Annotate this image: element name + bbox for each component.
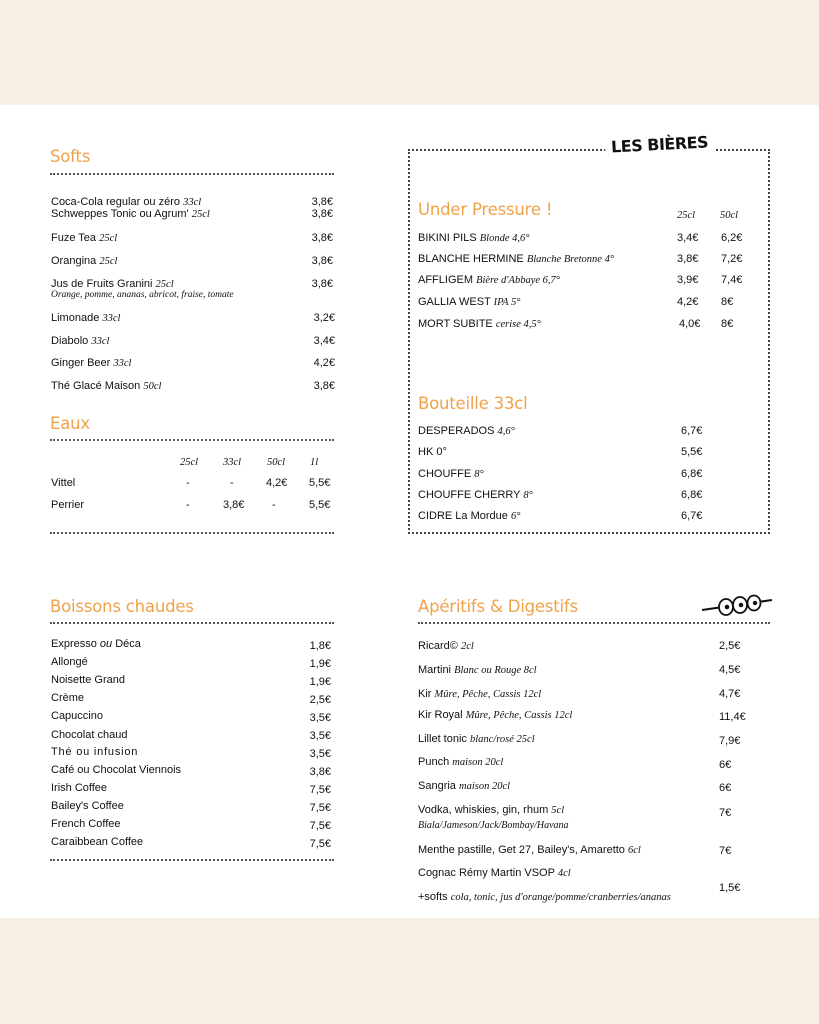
eaux-title: Eaux xyxy=(50,414,90,433)
item-price: 3,2€ xyxy=(313,312,335,324)
table-row-label: Perrier xyxy=(51,499,85,511)
list-item: Caraibbean Coffee xyxy=(51,836,144,848)
bieres-title: LES BIÈRES xyxy=(605,132,715,157)
list-item: Coca-Cola regular ou zéro 33cl xyxy=(51,196,202,208)
item-price: 2,5€ xyxy=(719,640,741,652)
item-price: 1,8€ xyxy=(309,640,331,652)
price-50cl: 7,4€ xyxy=(721,274,743,286)
item-price: 4,2€ xyxy=(313,357,335,369)
column-header: 50cl xyxy=(267,457,286,468)
price-50cl: 6,2€ xyxy=(721,232,743,244)
price-25cl: 4,0€ xyxy=(679,318,701,330)
list-item: Sangria maison 20cl xyxy=(418,780,511,792)
table-row-label: Vittel xyxy=(51,477,76,489)
item-price: 7€ xyxy=(719,845,732,857)
table-cell: 5,5€ xyxy=(309,499,331,511)
chaudes-divider xyxy=(50,622,334,624)
list-item: Chocolat chaud xyxy=(51,729,128,741)
column-header: 1l xyxy=(310,457,319,468)
list-item: Bailey's Coffee xyxy=(51,800,124,812)
item-price: 3,8€ xyxy=(311,232,333,244)
item-price: 7,5€ xyxy=(309,838,331,850)
price-25cl: 3,9€ xyxy=(677,274,699,286)
list-item: Thé ou infusion xyxy=(51,746,139,758)
table-cell: - xyxy=(186,499,190,511)
list-item: Lillet tonic blanc/rosé 25cl xyxy=(418,733,535,745)
list-item: MORT SUBITE cerise 4,5° xyxy=(418,318,541,330)
item-price: 6€ xyxy=(719,782,732,794)
item-price: 3,8€ xyxy=(311,255,333,267)
list-item: Vodka, whiskies, gin, rhum 5cl xyxy=(418,804,565,816)
item-subtitle: Biala/Jameson/Jack/Bombay/Havana xyxy=(418,820,569,831)
item-price: 3,5€ xyxy=(309,712,331,724)
eaux-divider xyxy=(50,439,334,441)
list-item: CHOUFFE CHERRY 8° xyxy=(418,489,533,501)
chaudes-bottom-divider xyxy=(50,859,334,861)
softs-divider xyxy=(50,173,334,175)
item-price: 3,5€ xyxy=(309,748,331,760)
list-item: Kir Mûre, Pêche, Cassis 12cl xyxy=(418,688,542,700)
list-item: Capuccino xyxy=(51,710,103,722)
table-cell: 5,5€ xyxy=(309,477,331,489)
item-price: 1,9€ xyxy=(309,676,331,688)
item-price: 3,8€ xyxy=(311,196,333,208)
price-50cl: 7,2€ xyxy=(721,253,743,265)
price-25cl: 4,2€ xyxy=(677,296,699,308)
list-item: Cognac Rémy Martin VSOP 4cl xyxy=(418,867,571,879)
table-cell: - xyxy=(230,477,234,489)
list-item: Martini Blanc ou Rouge 8cl xyxy=(418,664,537,676)
list-item: Limonade 33cl xyxy=(51,312,121,324)
list-item: BIKINI PILS Blonde 4,6° xyxy=(418,232,530,244)
list-item: Ginger Beer 33cl xyxy=(51,357,132,369)
item-price: 1,9€ xyxy=(309,658,331,670)
item-price: 6,8€ xyxy=(681,489,703,501)
item-price: 3,8€ xyxy=(311,208,333,220)
price-25cl: 3,8€ xyxy=(677,253,699,265)
list-item: Orangina 25cl xyxy=(51,255,118,267)
list-item: AFFLIGEM Bière d'Abbaye 6,7° xyxy=(418,274,560,286)
item-subtitle: Orange, pomme, ananas, abricot, fraise, tomate xyxy=(51,290,234,300)
list-item: Kir Royal Mûre, Pêche, Cassis 12cl xyxy=(418,709,573,721)
item-price: 5,5€ xyxy=(681,446,703,458)
item-price: 6,7€ xyxy=(681,510,703,522)
list-item: +softs cola, tonic, jus d'orange/pomme/cranberries/ananas xyxy=(418,891,671,903)
column-header: 50cl xyxy=(720,210,739,221)
item-price: 3,8€ xyxy=(311,278,333,290)
item-price: 1,5€ xyxy=(719,882,741,894)
item-price: 7,5€ xyxy=(309,802,331,814)
aperitifs-divider xyxy=(418,622,770,624)
item-price: 7,9€ xyxy=(719,735,741,747)
list-item: Irish Coffee xyxy=(51,782,108,794)
table-cell: 4,2€ xyxy=(266,477,288,489)
price-25cl: 3,4€ xyxy=(677,232,699,244)
list-item: Thé Glacé Maison 50cl xyxy=(51,380,162,392)
list-item: CHOUFFE 8° xyxy=(418,468,484,480)
olive-skewer-icon xyxy=(700,590,774,620)
list-item: CIDRE La Mordue 6° xyxy=(418,510,521,522)
softs-title: Softs xyxy=(50,147,91,166)
item-price: 2,5€ xyxy=(309,694,331,706)
menu-page xyxy=(0,105,819,918)
list-item: HK 0° xyxy=(418,446,447,458)
table-cell: - xyxy=(186,477,190,489)
pressure-title: Under Pressure ! xyxy=(418,200,553,219)
list-item: French Coffee xyxy=(51,818,121,830)
item-price: 11,4€ xyxy=(719,711,746,723)
list-item: Expresso ou Déca xyxy=(51,638,141,650)
bouteille-title: Bouteille 33cl xyxy=(418,394,528,413)
list-item: Schweppes Tonic ou Agrum' 25cl xyxy=(51,208,210,220)
item-price: 6,8€ xyxy=(681,468,703,480)
chaudes-title: Boissons chaudes xyxy=(50,597,194,616)
item-price: 7,5€ xyxy=(309,784,331,796)
list-item: GALLIA WEST IPA 5° xyxy=(418,296,521,308)
list-item: Diabolo 33cl xyxy=(51,335,110,347)
list-item: Crème xyxy=(51,692,85,704)
column-header: 25cl xyxy=(180,457,199,468)
item-price: 6€ xyxy=(719,759,732,771)
item-price: 3,4€ xyxy=(313,335,335,347)
list-item: Menthe pastille, Get 27, Bailey's, Amaretto 6cl xyxy=(418,844,641,856)
item-price: 7,5€ xyxy=(309,820,331,832)
item-price: 4,5€ xyxy=(719,664,741,676)
column-header: 25cl xyxy=(677,210,696,221)
list-item: Punch maison 20cl xyxy=(418,756,504,768)
price-50cl: 8€ xyxy=(721,318,734,330)
list-item: Allongé xyxy=(51,656,88,668)
item-price: 4,7€ xyxy=(719,688,741,700)
list-item: DESPERADOS 4,6° xyxy=(418,425,515,437)
table-cell: - xyxy=(272,499,276,511)
table-cell: 3,8€ xyxy=(223,499,245,511)
list-item: Noisette Grand xyxy=(51,674,125,686)
aperitifs-title: Apéritifs & Digestifs xyxy=(418,597,578,616)
price-50cl: 8€ xyxy=(721,296,734,308)
list-item: Fuze Tea 25cl xyxy=(51,232,118,244)
list-item: Ricard© 2cl xyxy=(418,640,474,652)
eaux-bottom-divider xyxy=(50,532,334,534)
list-item: Jus de Fruits Granini 25cl xyxy=(51,278,174,290)
column-header: 33cl xyxy=(223,457,242,468)
list-item: Café ou Chocolat Viennois xyxy=(51,764,182,776)
item-price: 3,8€ xyxy=(309,766,331,778)
list-item: BLANCHE HERMINE Blanche Bretonne 4° xyxy=(418,253,615,265)
item-price: 3,5€ xyxy=(309,730,331,742)
item-price: 6,7€ xyxy=(681,425,703,437)
item-price: 3,8€ xyxy=(313,380,335,392)
item-price: 7€ xyxy=(719,807,732,819)
